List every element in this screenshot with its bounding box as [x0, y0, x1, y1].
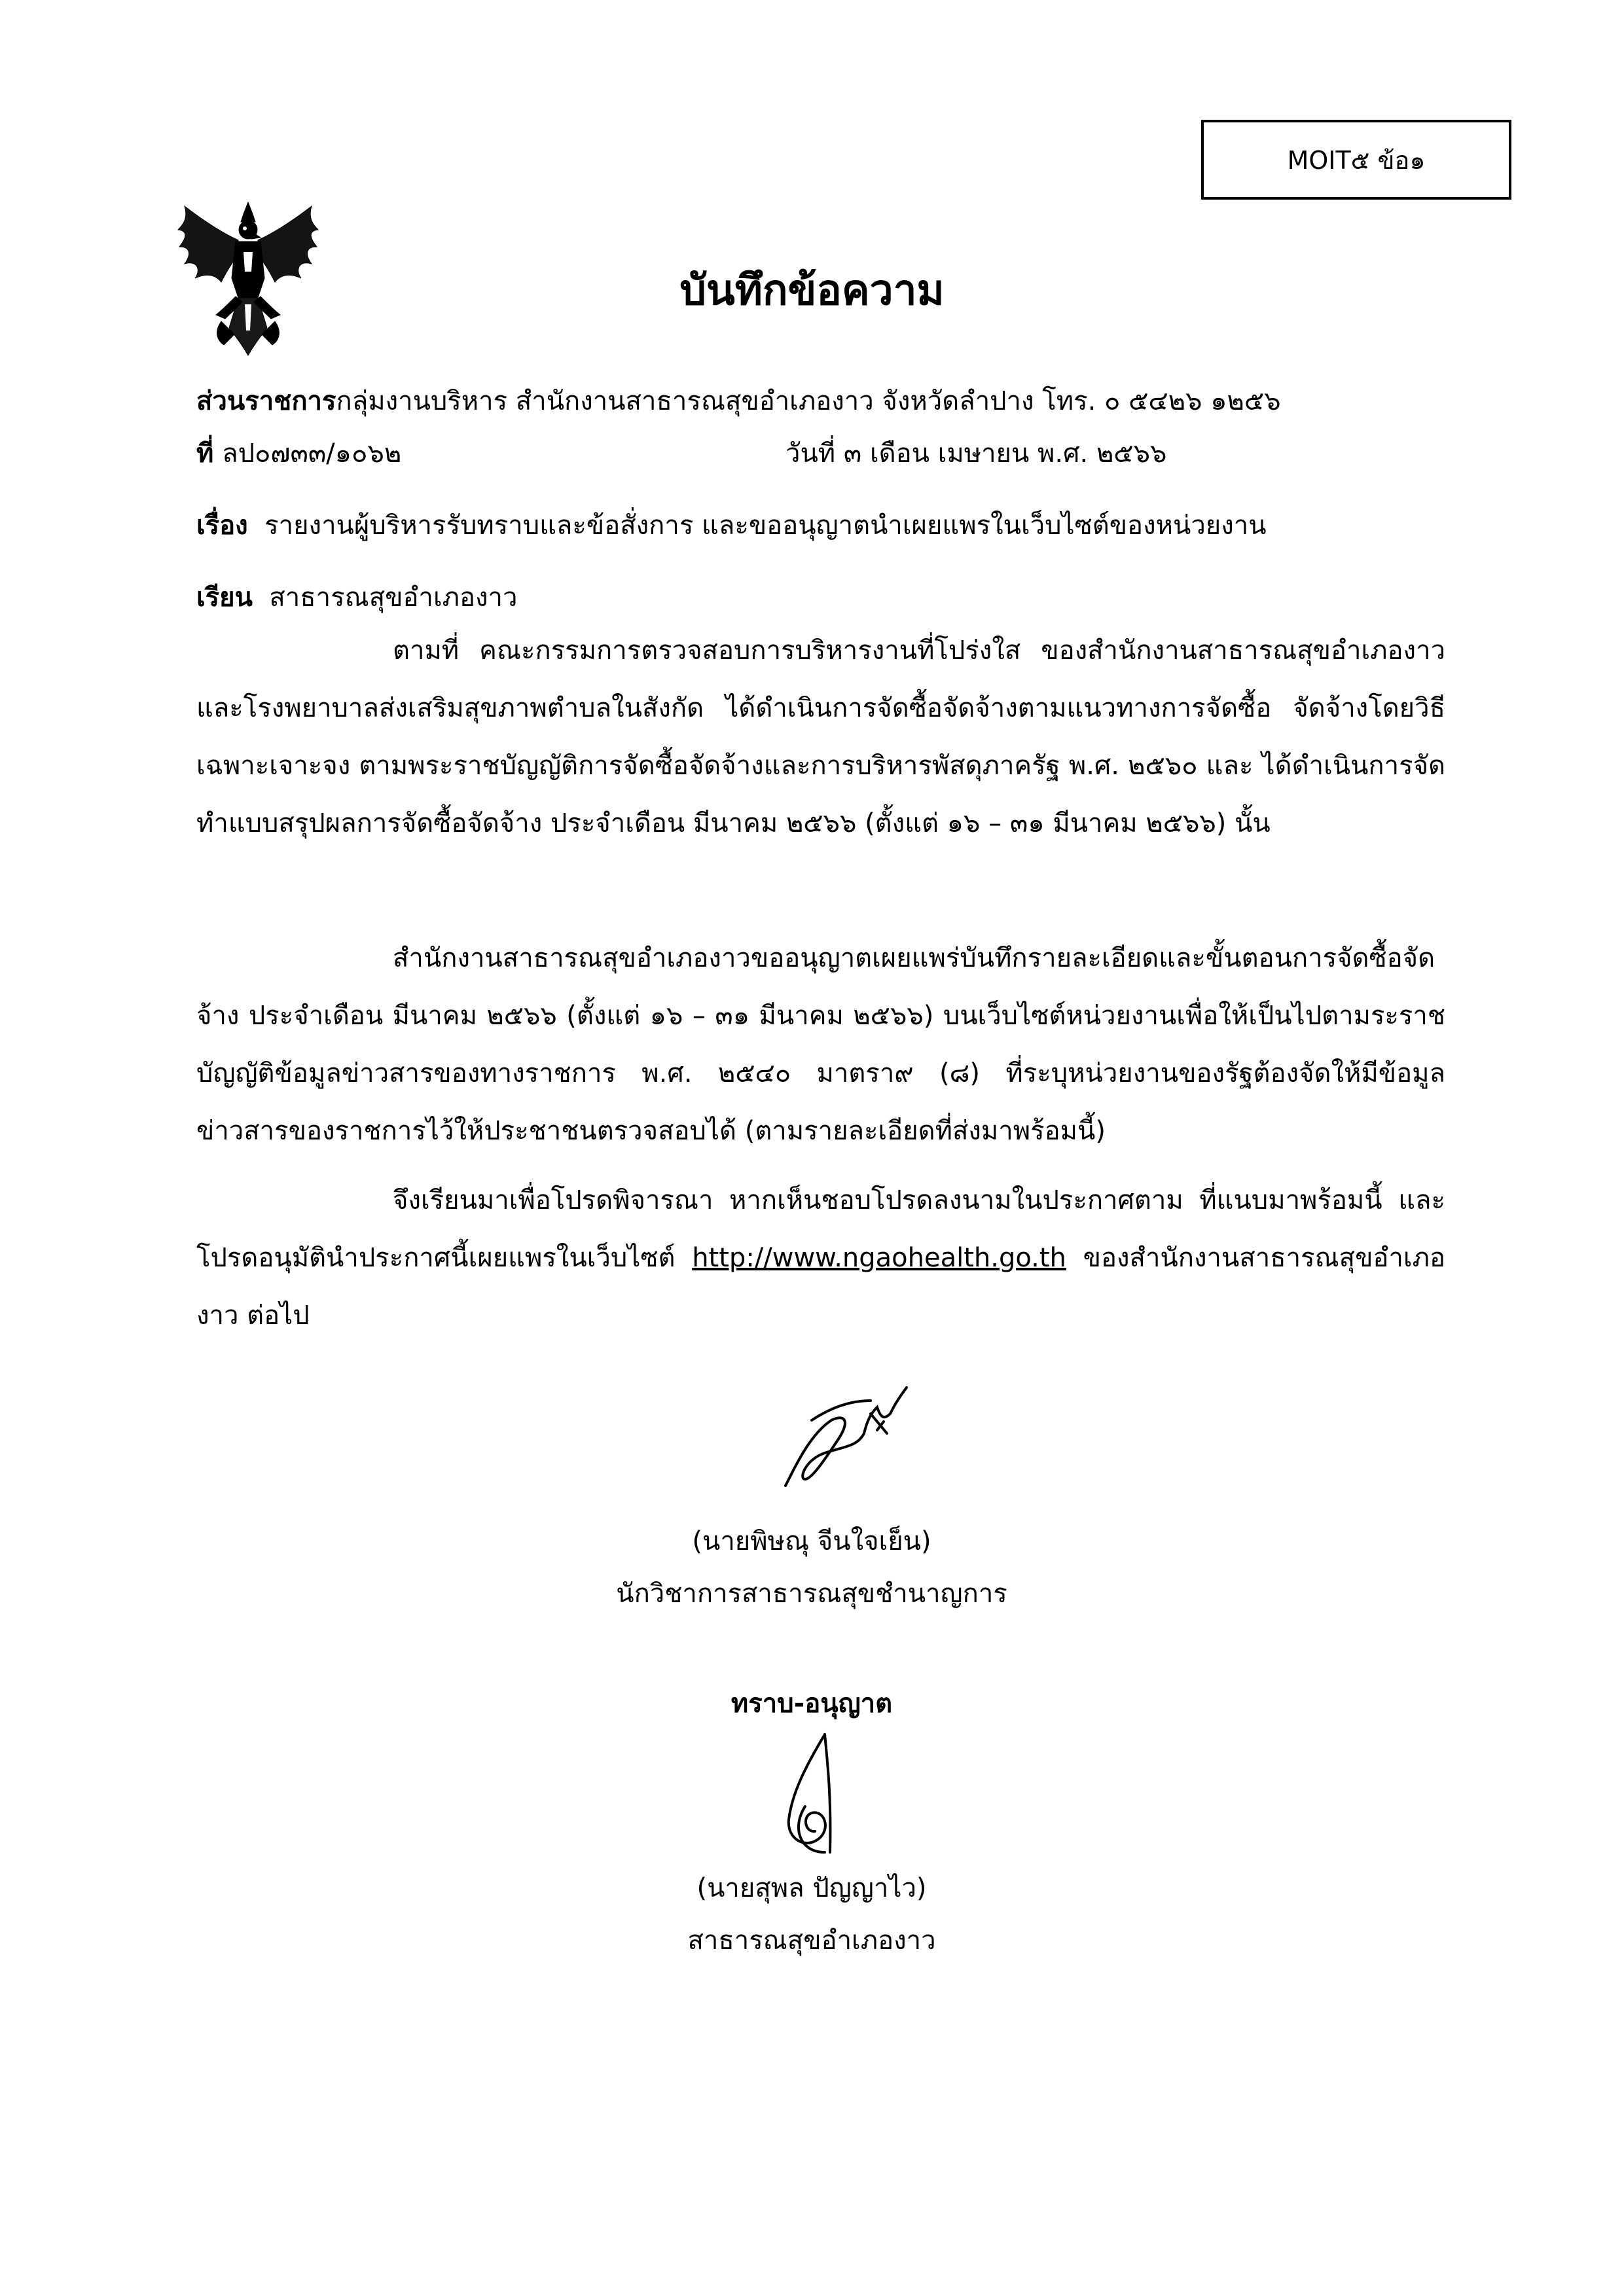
paragraph-2-text: สำนักงานสาธารณสุขอำเภองาวขออนุญาตเผยแพร่บันทึกรายละเอียดและขั้นตอนการจัดซื้อจัดจ้าง ประจำเดือน มีนาคม ๒๕๖๖ (ตั้งแต่ ๑๖ – ๓๑ มีนาคม ๒๕๖๖) บนเว็บไซต์หน่วยงานเพื่อให้เป็นไปตามระราชบัญญัติข้อมูลข่าวสารของทางราชการ พ.ศ. ๒๕๔๐ มาตรา๙ (๘) ที่ระบุหน่วยงานของรัฐต้องจัดให้มีข้อมูลข่าวสารของราชการไว้ให้ประชาชนตรวจสอบได้ (ตามรายละเอียดที่ส่งมาพร้อมนี้): [196, 943, 1445, 1146]
ref-label: ที่: [196, 439, 214, 469]
to-line: [196, 576, 517, 618]
subject-line: [196, 504, 1267, 546]
signatory-2-position: สาธารณสุขอำเภองาว: [687, 1926, 936, 1956]
agency-value: กลุ่มงานบริหาร สำนักงานสาธารณสุขอำเภองาว จังหวัดลำปาง โทร. ๐ ๕๔๒๖ ๑๒๕๖: [336, 386, 1281, 416]
to-label: เรียน: [196, 583, 253, 613]
paragraph-2: [196, 929, 1445, 1160]
signatory-2-name: (นายสุพล ปัญญาไว): [696, 1873, 927, 1903]
subject-value: รายงานผู้บริหารรับทราบและข้อสั่งการ และขออนุญาตนำเผยแพรในเว็บไซต์ของหน่วยงาน: [264, 511, 1267, 541]
paragraph-3: [196, 1172, 1445, 1344]
paragraph-3-tail: ของสำนักงานสาธารณสุขอำเภองาว ต่อไป: [196, 1243, 1445, 1331]
paragraph-1: [196, 622, 1445, 852]
agency-label: ส่วนราชการ: [196, 386, 336, 416]
memo-title: บันทึกข้อความ: [679, 266, 945, 315]
reference-text: MOIT๕ ข้อ๑: [1287, 145, 1426, 175]
to-value: สาธารณสุขอำเภองาว: [269, 583, 518, 613]
ref-value: ลป๐๗๓๓/๑๐๖๒: [222, 439, 402, 469]
approval-label: ทราบ-อนุญาต: [731, 1689, 893, 1719]
signatory-1-position: นักวิชาการสาธารณสุขชำนาญการ: [616, 1579, 1007, 1609]
website-link[interactable]: http://www.ngaohealth.go.th: [692, 1243, 1066, 1273]
paragraph-3-text: จึงเรียนมาเพื่อโปรดพิจารณา หากเห็นชอบโปรดลงนามในประกาศตาม ที่แนบมาพร้อมนี้ และโปรดอนุมัตินำประกาศนี้เผยแพรในเว็บไซต์: [196, 1185, 1445, 1273]
paragraph-1-text: ตามที่ คณะกรรมการตรวจสอบการบริหารงานที่โปร่งใส ของสำนักงานสาธารณสุขอำเภองาว และโรงพยาบาลส่งเสริมสุขภาพตำบลในสังกัด ได้ดำเนินการจัดซื้อจัดจ้างตามแนวทางการจัดซื้อ จัดจ้างโดยวิธีเฉพาะเจาะจง ตามพระราชบัญญัติการจัดซื้อจัดจ้างและการบริหารพัสดุภาครัฐ พ.ศ. ๒๕๖๐ และ ได้ดำเนินการจัดทำแบบสรุปผลการจัดซื้อจัดจ้าง ประจำเดือน มีนาคม ๒๕๖๖ (ตั้งแต่ ๑๖ – ๓๑ มีนาคม ๒๕๖๖) นั้น: [196, 636, 1445, 838]
signature-2-image: [779, 1728, 857, 1859]
reference-number-line: [196, 432, 401, 474]
subject-label: เรื่อง: [196, 511, 248, 541]
signature-1-image: [772, 1381, 916, 1499]
signatory-1-name: (นายพิษณุ จีนใจเย็น): [692, 1526, 931, 1556]
date-text: วันที่ ๓ เดือน เมษายน พ.ศ. ๒๕๖๖: [785, 439, 1167, 469]
reference-box: [1201, 120, 1511, 200]
agency-line: [196, 380, 1281, 422]
